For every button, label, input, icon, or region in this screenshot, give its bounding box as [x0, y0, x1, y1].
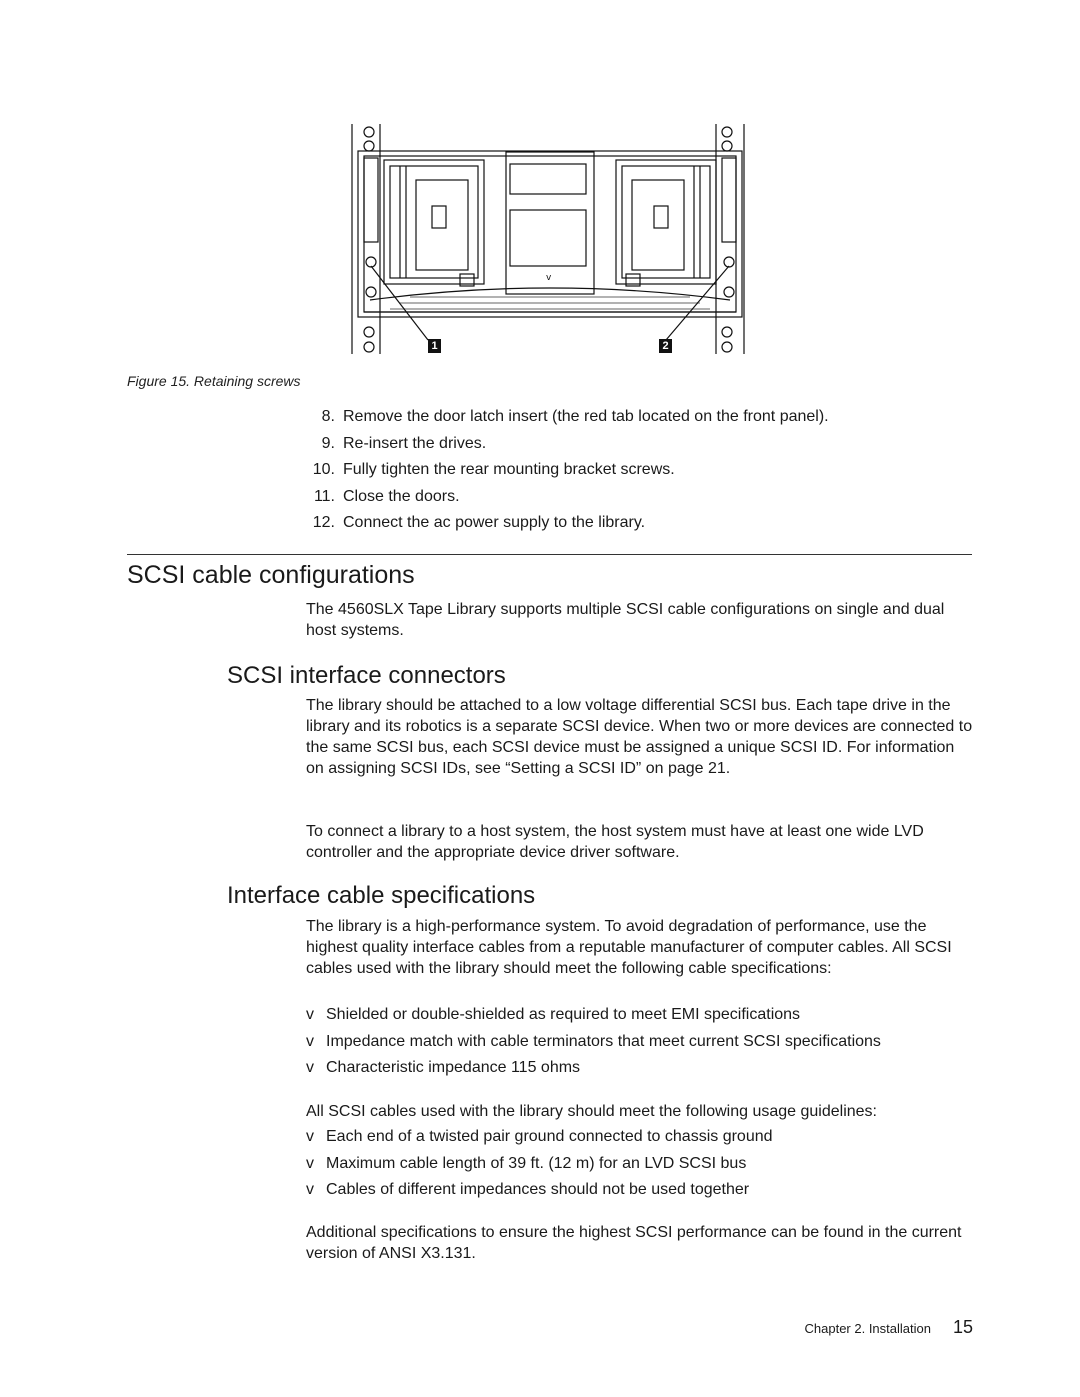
step-list — [306, 404, 986, 537]
bullet-marker: v — [306, 1181, 314, 1198]
bullet-marker: v — [306, 1006, 314, 1023]
bullet-text: Characteristic impedance 115 ohms — [326, 1059, 581, 1076]
svg-text:v: v — [546, 273, 552, 283]
step-number: 9. — [321, 434, 335, 452]
step-text: Connect the ac power supply to the library. — [343, 514, 646, 531]
list-item — [306, 1151, 974, 1178]
page-number: 15 — [952, 1317, 973, 1337]
list-item — [306, 457, 986, 484]
bullet-marker: v — [306, 1154, 314, 1172]
specs-bullet-list — [306, 1002, 974, 1082]
section-title: SCSI cable configurations — [127, 561, 415, 589]
guidelines-paragraph: All SCSI cables used with the library should meet the following usage guidelines: — [306, 1103, 877, 1120]
list-item — [306, 431, 986, 458]
section-intro: The 4560SLX Tape Library supports multiple SCSI cable configurations on single and dual host systems. — [306, 601, 945, 639]
figure-caption: Figure 15. Retaining screws — [127, 373, 301, 389]
bullet-marker: v — [306, 1032, 314, 1050]
list-item — [306, 510, 986, 537]
section-divider — [127, 554, 972, 555]
bullet-text: Maximum cable length of 39 ft. (12 m) for an LVD SCSI bus — [326, 1154, 747, 1172]
list-item — [306, 404, 986, 431]
specs-heading: Interface cable specifications — [227, 882, 536, 909]
bullet-text: Each end of a twisted pair ground connected to chassis ground — [326, 1128, 773, 1145]
connectors-heading: SCSI interface connectors — [227, 662, 506, 689]
retaining-screws-figure — [350, 124, 750, 356]
step-number: 12. — [312, 514, 335, 531]
step-number: 8. — [321, 408, 335, 425]
list-item — [306, 484, 986, 511]
list-item — [306, 1055, 974, 1082]
bullet-text: Shielded or double-shielded as required to meet EMI specifications — [326, 1006, 801, 1023]
step-text: Remove the door latch insert (the red tab located on the front panel). — [343, 408, 829, 425]
bullet-marker: v — [306, 1128, 314, 1145]
connectors-paragraph: The library should be attached to a low voltage differential SCSI bus. Each tape drive in the library and its robotics is a separate SCSI device. When two or more devices are connected to the same SCSI bus, each SCSI device must be assigned a unique SCSI ID. For information on assigning SCSI IDs, see “Setting a SCSI ID” on page 21. — [306, 697, 973, 777]
chapter-label: Chapter 2. Installation — [804, 1321, 931, 1336]
step-text: Re-insert the drives. — [343, 434, 487, 452]
list-item — [306, 1029, 974, 1056]
connectors-paragraph-2: To connect a library to a host system, the host system must have at least one wide LVD controller and the appropriate device driver software. — [306, 823, 924, 861]
step-text: Close the doors. — [343, 487, 460, 505]
bullet-text: Cables of different impedances should not be used together — [326, 1181, 750, 1198]
list-item — [306, 1177, 974, 1204]
step-number: 10. — [312, 461, 335, 478]
bullet-marker: v — [306, 1059, 314, 1076]
step-number: 11. — [313, 487, 335, 505]
callout-2: 2 — [659, 339, 672, 353]
list-item — [306, 1124, 974, 1151]
bullet-text: Impedance match with cable terminators that meet current SCSI specifications — [326, 1032, 881, 1050]
additional-specs-paragraph: Additional specifications to ensure the highest SCSI performance can be found in the current version of ANSI X3.131. — [306, 1224, 962, 1262]
specs-paragraph: The library is a high-performance system. To avoid degradation of performance, use the highest quality interface cables from a reputable manufacturer of computer cables. All SCSI cables used with the library should meet the following cable specifications: — [306, 918, 952, 977]
list-item — [306, 1002, 974, 1029]
step-text: Fully tighten the rear mounting bracket screws. — [343, 461, 675, 478]
guidelines-bullet-list — [306, 1124, 974, 1204]
page-footer — [805, 1317, 974, 1338]
callout-1: 1 — [428, 339, 441, 353]
